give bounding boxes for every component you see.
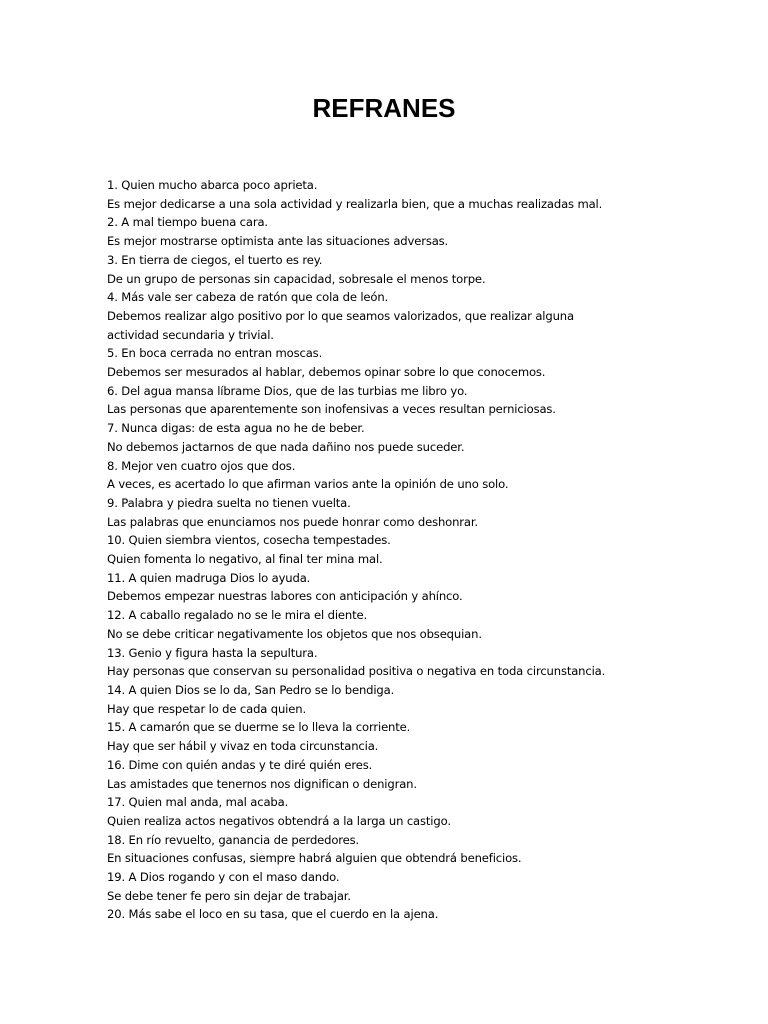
meaning-line: Hay que ser hábil y vivaz en toda circunstancia. bbox=[107, 739, 379, 754]
meaning-line: Es mejor dedicarse a una sola actividad y realizarla bien, que a muchas realizadas mal. bbox=[107, 196, 603, 211]
meaning-line: Debemos realizar algo positivo por lo que seamos valorizados, que realizar alguna actividad secundaria y trivial. bbox=[107, 308, 574, 342]
proverb-line: 11. A quien madruga Dios lo ayuda. bbox=[107, 570, 311, 585]
proverb-line: 8. Mejor ven cuatro ojos que dos. bbox=[107, 458, 296, 473]
meaning-line: Las personas que aparentemente son inofensivas a veces resultan perniciosas. bbox=[107, 402, 556, 417]
proverb-line: 17. Quien mal anda, mal acaba. bbox=[107, 795, 289, 810]
proverb-line: 14. A quien Dios se lo da, San Pedro se lo bendiga. bbox=[107, 682, 395, 697]
proverb-line: 13. Genio y figura hasta la sepultura. bbox=[107, 645, 318, 660]
proverb-line: 2. A mal tiempo buena cara. bbox=[107, 215, 268, 230]
meaning-line: Debemos empezar nuestras labores con anticipación y ahínco. bbox=[107, 589, 463, 604]
proverb-line: 12. A caballo regalado no se le mira el diente. bbox=[107, 608, 367, 623]
proverb-line: 7. Nunca digas: de esta agua no he de beber. bbox=[107, 421, 365, 436]
page-title: REFRANES bbox=[312, 93, 456, 123]
meaning-line: Las amistades que tenernos nos dignifican o denigran. bbox=[107, 776, 417, 791]
proverb-line: 3. En tierra de ciegos, el tuerto es rey. bbox=[107, 252, 323, 267]
meaning-line: Hay que respetar lo de cada quien. bbox=[107, 701, 306, 716]
proverb-list bbox=[107, 176, 647, 924]
meaning-line: Quien fomenta lo negativo, al final ter mina mal. bbox=[107, 552, 383, 567]
proverb-line: 9. Palabra y piedra suelta no tienen vuelta. bbox=[107, 495, 351, 510]
proverb-line: 19. A Dios rogando y con el maso dando. bbox=[107, 870, 340, 885]
proverb-line: 6. Del agua mansa líbrame Dios, que de las turbias me libro yo. bbox=[107, 383, 468, 398]
meaning-line: No se debe criticar negativamente los objetos que nos obsequian. bbox=[107, 626, 482, 641]
meaning-line: Hay personas que conservan su personalidad positiva o negativa en toda circunstancia. bbox=[107, 664, 606, 679]
meaning-line: Las palabras que enunciamos nos puede honrar como deshonrar. bbox=[107, 514, 478, 529]
meaning-line: En situaciones confusas, siempre habrá alguien que obtendrá beneficios. bbox=[107, 851, 522, 866]
meaning-line: Se debe tener fe pero sin dejar de trabajar. bbox=[107, 888, 351, 903]
meaning-line: Quien realiza actos negativos obtendrá a la larga un castigo. bbox=[107, 813, 451, 828]
meaning-line: Es mejor mostrarse optimista ante las situaciones adversas. bbox=[107, 234, 449, 249]
proverb-line: 1. Quien mucho abarca poco aprieta. bbox=[107, 178, 318, 192]
proverb-line: 4. Más vale ser cabeza de ratón que cola de león. bbox=[107, 290, 389, 305]
meaning-line: De un grupo de personas sin capacidad, sobresale el menos torpe. bbox=[107, 271, 486, 286]
proverb-line: 18. En río revuelto, ganancia de perdedores. bbox=[107, 832, 360, 847]
proverb-line: 15. A camarón que se duerme se lo lleva la corriente. bbox=[107, 720, 411, 735]
meaning-line: No debemos jactarnos de que nada dañino nos puede suceder. bbox=[107, 439, 465, 454]
proverb-line: 20. Más sabe el loco en su tasa, que el cuerdo en la ajena. bbox=[107, 907, 439, 922]
proverb-line: 10. Quien siembra vientos, cosecha tempestades. bbox=[107, 533, 391, 548]
meaning-line: Debemos ser mesurados al hablar, debemos opinar sobre lo que conocemos. bbox=[107, 365, 546, 380]
proverb-line: 16. Dime con quién andas y te diré quién eres. bbox=[107, 757, 373, 772]
meaning-line: A veces, es acertado lo que afirman varios ante la opinión de uno solo. bbox=[107, 477, 509, 492]
proverb-line: 5. En boca cerrada no entran moscas. bbox=[107, 346, 323, 361]
